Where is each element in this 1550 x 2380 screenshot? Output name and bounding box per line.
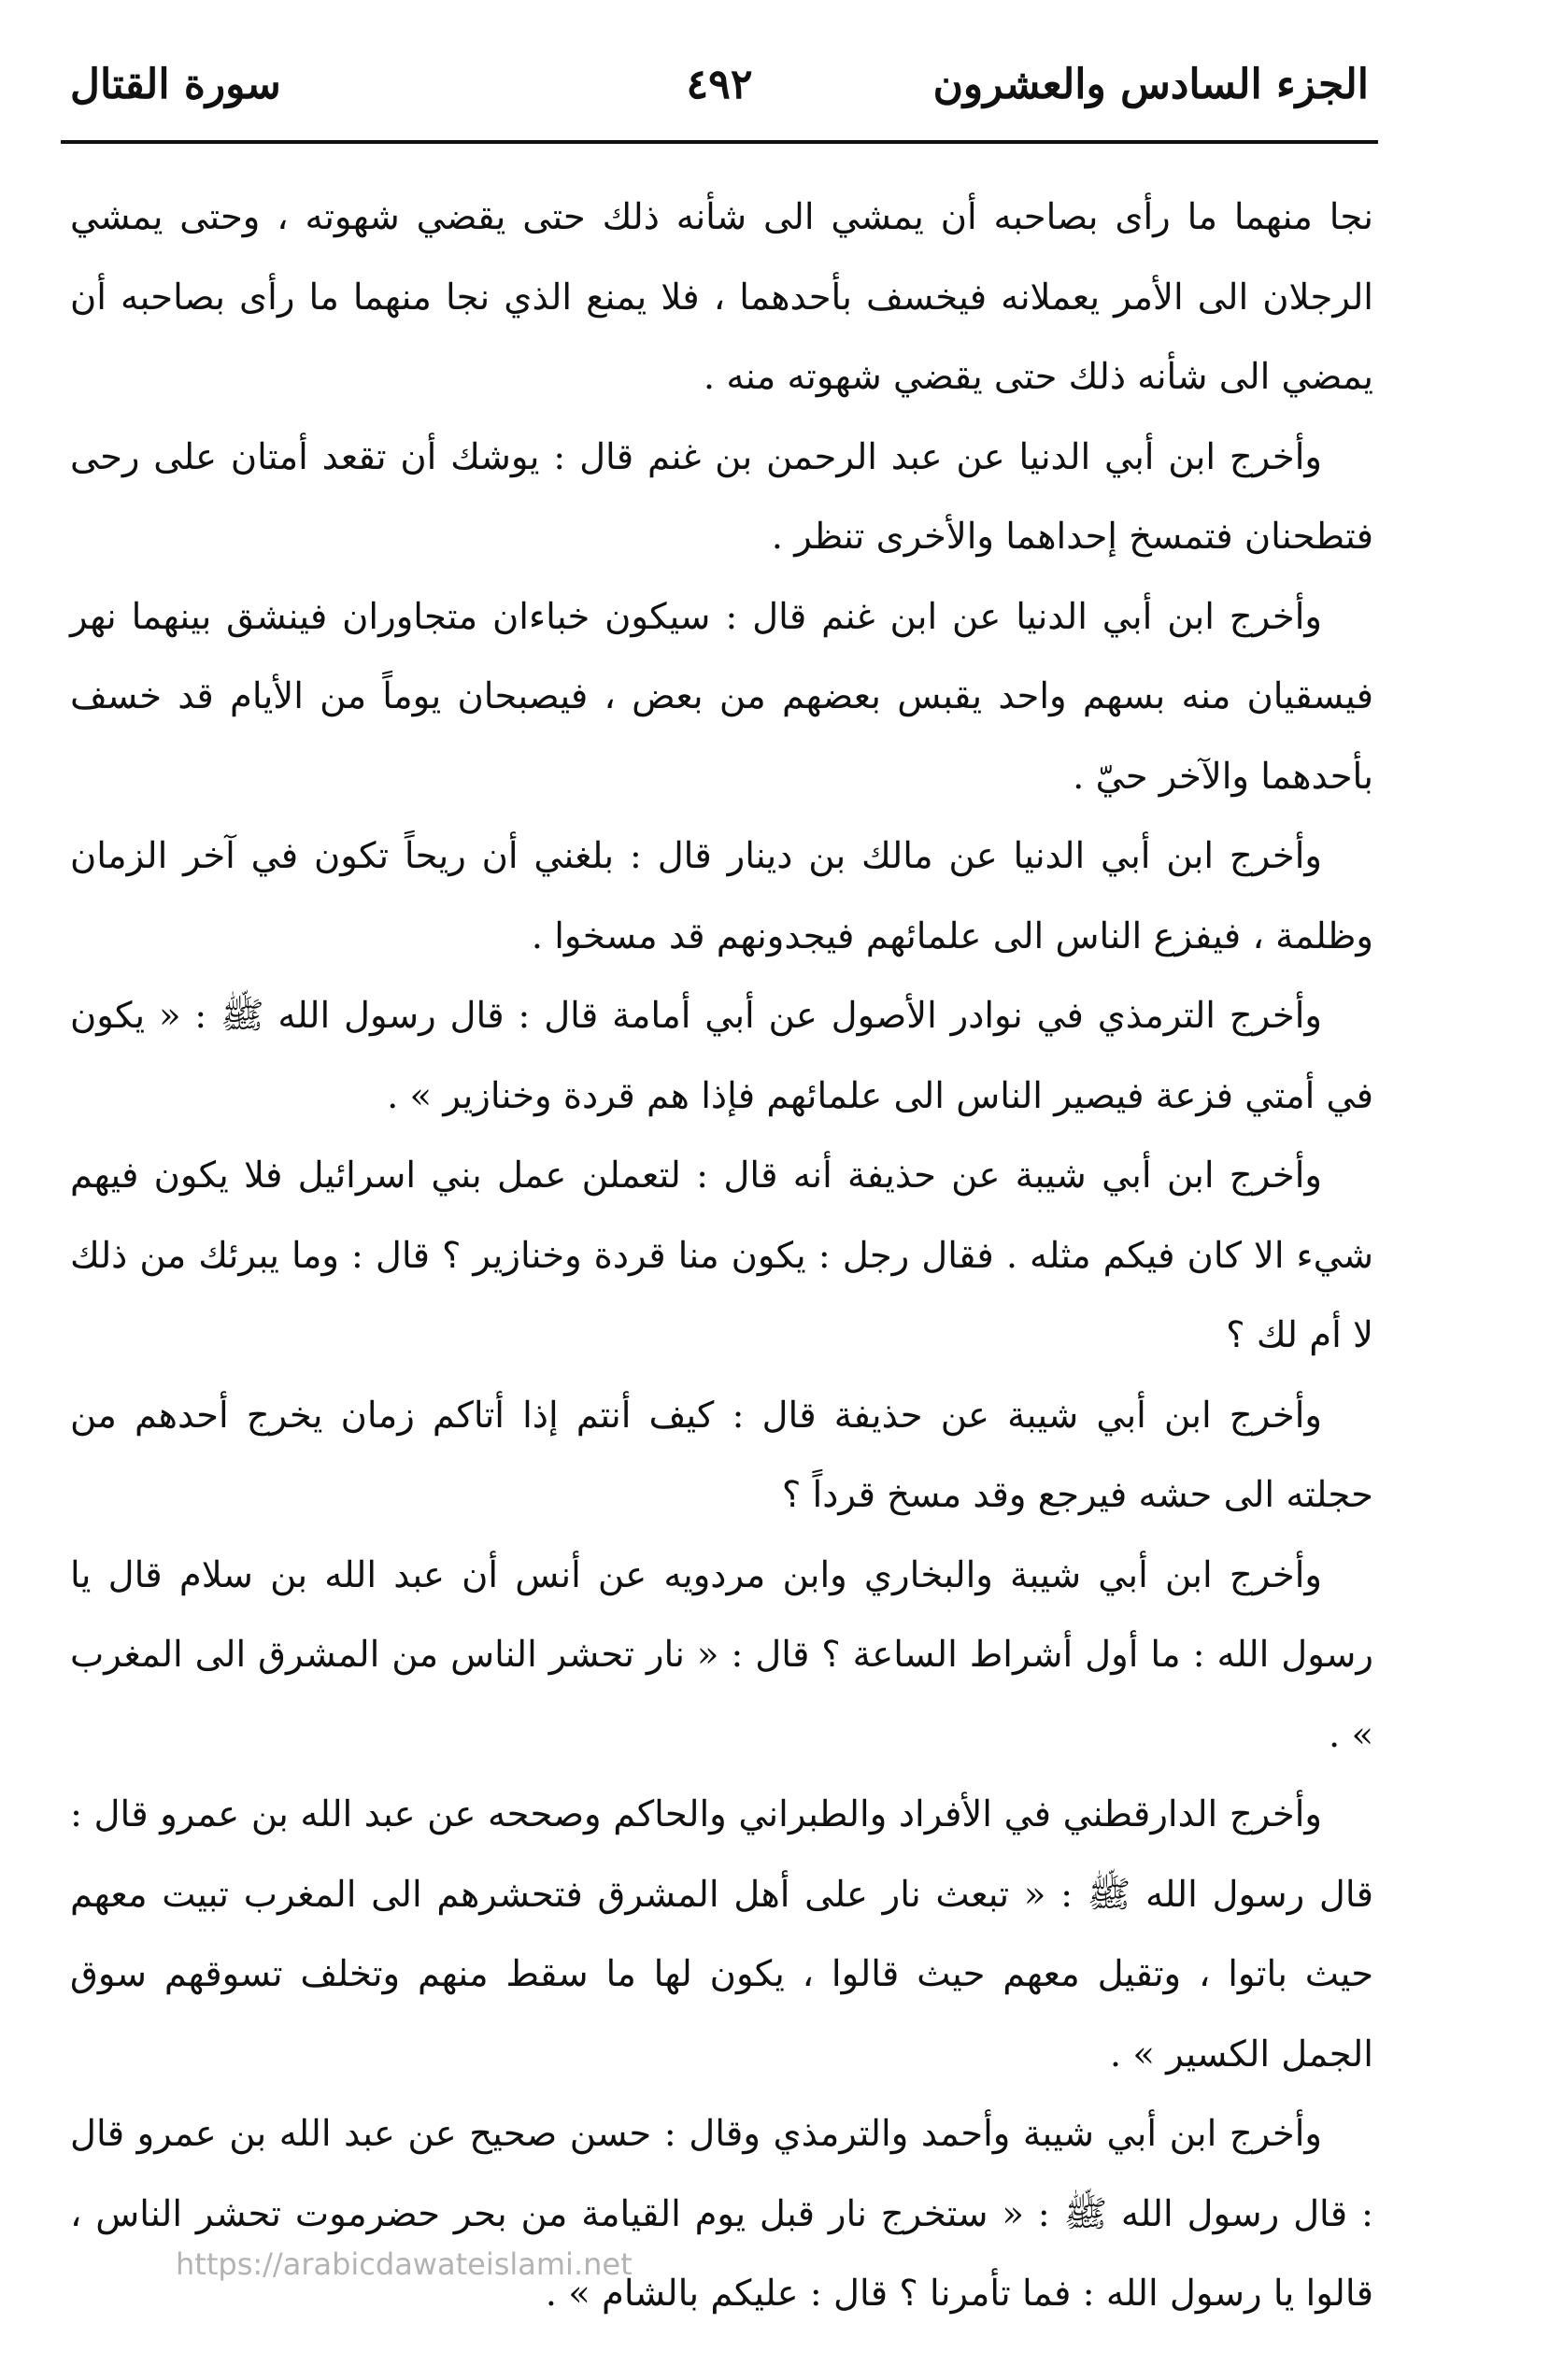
- page-body: [70, 177, 1373, 2334]
- page-header: [61, 51, 1378, 135]
- paragraph-ibn-abi-dunya-3: وأخرج ابن أبي الدنيا عن مالك بن دينار قال : بلغني أن ريحاً تكون في آخر الزمان وظلمة ، فيفزع الناس الى علمائهم فيجدونهم قد مسخوا .: [70, 835, 1373, 957]
- paragraph-ibn-abi-dunya-1: وأخرج ابن أبي الدنيا عن عبد الرحمن بن غنم قال : يوشك أن تقعد أمتان على رحى فتطحنان فتمسخ إحداهما والأخرى تنظر .: [70, 435, 1373, 558]
- paragraph-ibn-abi-shayba-1: وأخرج ابن أبي شيبة عن حذيفة أنه قال : لتعملن عمل بني اسرائيل فلا يكون فيهم شيء الا كان فيكم مثله . فقال رجل : يكون منا قردة وخنازير ؟ قال : وما يبرئك من ذلك لا أم لك ؟: [70, 1155, 1373, 1356]
- paragraph-ahmad-tirmidhi: وأخرج ابن أبي شيبة وأحمد والترمذي وقال : حسن صحيح عن عبد الله بن عمرو قال : قال رسول الله ﷺ : « ستخرج نار قبل يوم القيامة من بحر حضرموت تحشر الناس ، قالوا يا رسول الله : فما تأمرنا ؟ قال : عليكم بالشام » .: [70, 2113, 1373, 2315]
- header-rule: [61, 140, 1378, 144]
- paragraph-ibn-abi-dunya-2: وأخرج ابن أبي الدنيا عن ابن غنم قال : سيكون خباءان متجاوران فينشق بينهما نهر فيسقيان منه بسهم واحد يقبس بعضهم من بعض ، فيصبحان يوماً من الأيام قد خسف بأحدهما والآخر حيّ .: [70, 595, 1373, 798]
- paragraph-continuation: نجا منهما ما رأى بصاحبه أن يمشي الى شأنه ذلك حتى يقضي شهوته ، وحتى يمشي الرجلان الى الأمر يعملانه فيخسف بأحدهما ، فلا يمنع الذي نجا منهما ما رأى بصاحبه أن يمضي الى شأنه ذلك حتى يقضي شهوته منه .: [70, 196, 1373, 398]
- surah-title: سورة القتال: [70, 61, 281, 108]
- part-title: الجزء السادس والعشرون: [932, 61, 1369, 108]
- watermark-url: https://arabicdawateislami.net: [176, 2246, 633, 2282]
- paragraph-daraqutni: وأخرج الدارقطني في الأفراد والطبراني والحاكم وصححه عن عبد الله بن عمرو قال : قال رسول الله ﷺ : « تبعث نار على أهل المشرق فتحشرهم الى المغرب تبيت معهم حيث باتوا ، وتقيل معهم حيث قالوا ، يكون لها ما سقط منهم وتخلف تسوقهم سوق الجمل الكسير » .: [70, 1793, 1373, 2075]
- paragraph-ibn-abi-shayba-2: وأخرج ابن أبي شيبة عن حذيفة قال : كيف أنتم إذا أتاكم زمان يخرج أحدهم من حجلته الى حشه فيرجع وقد مسخ قرداً ؟: [70, 1394, 1373, 1516]
- page-number: ٤٩٢: [686, 61, 753, 108]
- paragraph-bukhari: وأخرج ابن أبي شيبة والبخاري وابن مردويه عن أنس أن عبد الله بن سلام قال يا رسول الله : ما أول أشراط الساعة ؟ قال : « نار تحشر الناس من المشرق الى المغرب » .: [70, 1553, 1373, 1756]
- paragraph-tirmidhi: وأخرج الترمذي في نوادر الأصول عن أبي أمامة قال : قال رسول الله ﷺ : « يكون في أمتي فزعة فيصير الناس الى علمائهم فإذا هم قردة وخنازير » .: [70, 995, 1373, 1117]
